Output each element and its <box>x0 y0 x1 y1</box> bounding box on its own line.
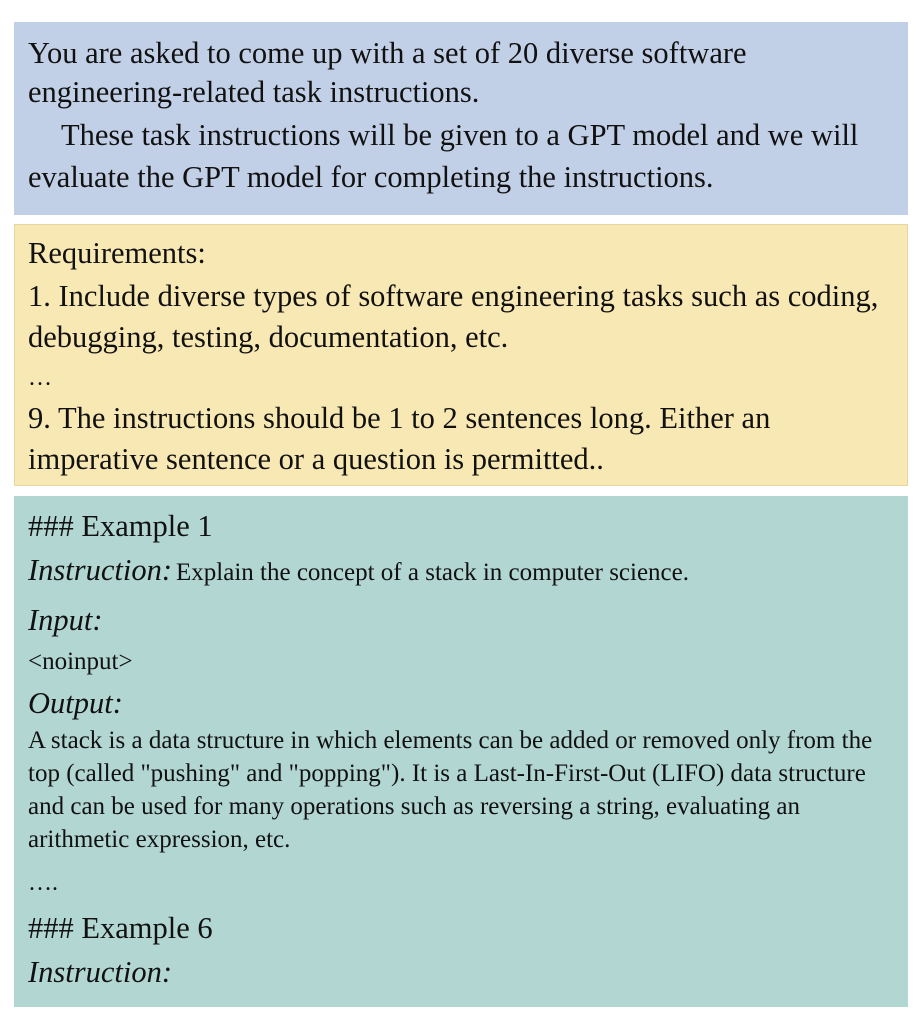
output-label: Output: <box>28 686 123 720</box>
instruction-row <box>28 548 894 598</box>
input-label: Input: <box>28 603 103 637</box>
intro-line-1: You are asked to come up with a set of 20 diverse software engineering-related task instructions. <box>28 36 747 109</box>
instruction-6-label: Instruction: <box>28 955 173 989</box>
example-1-heading: ### Example 1 <box>28 509 213 543</box>
requirement-item-1: 1. Include diverse types of software engineering tasks such as coding, debugging, testing, documentation, etc. <box>28 279 879 354</box>
requirements-heading: Requirements: <box>28 236 206 270</box>
requirements-box <box>14 224 908 486</box>
instruction-label: Instruction: <box>28 553 173 587</box>
input-value: <noinput> <box>28 648 133 675</box>
examples-box <box>14 496 908 1007</box>
requirement-item-9: 9. The instructions should be 1 to 2 sentences long. Either an imperative sentence or a question is permitted.. <box>28 401 771 476</box>
requirements-ellipsis: … <box>28 365 52 391</box>
intro-line-2: These task instructions will be given to a GPT model and we will evaluate the GPT model for completing the instructions. <box>28 118 859 194</box>
examples-ellipsis: …. <box>28 870 58 896</box>
output-text: A stack is a data structure in which elements can be added or removed only from the top (called "pushing" and "popping"). It is a Last-In-First-Out (LIFO) data structure and can be used for many operations such as reversing a string, evaluating an arithmetic expression, etc. <box>28 727 873 853</box>
example-6-heading: ### Example 6 <box>28 911 213 945</box>
intro-box <box>14 22 908 215</box>
instruction-text: Explain the concept of a stack in computer science. <box>176 559 690 586</box>
